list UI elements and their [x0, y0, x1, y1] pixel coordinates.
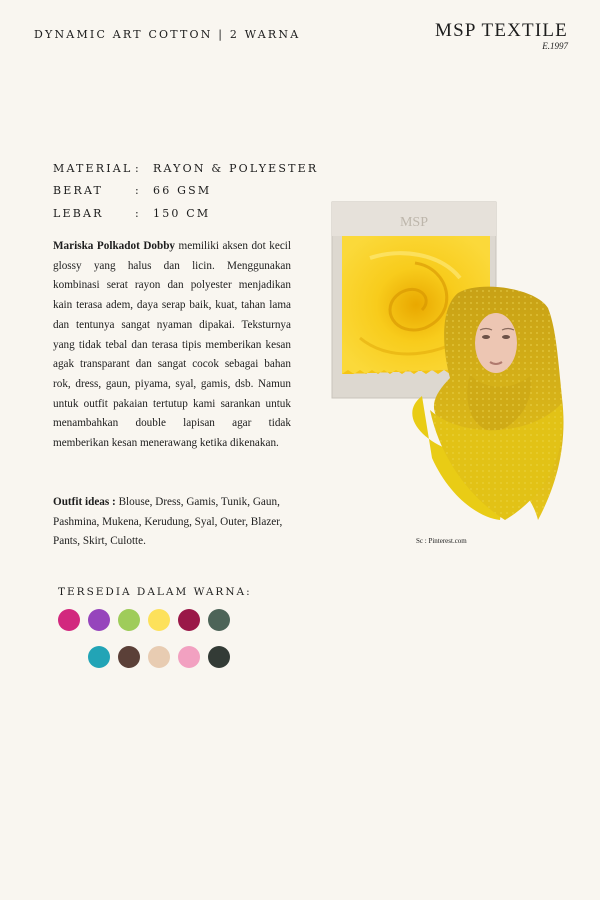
- outfit-ideas-label: Outfit ideas :: [53, 496, 116, 508]
- brand-logo: [435, 20, 568, 51]
- spec-label: BERAT: [53, 184, 104, 198]
- spec-row-material: [53, 157, 318, 180]
- color-swatch[interactable]: [118, 646, 140, 668]
- spec-separator: :: [135, 184, 141, 198]
- available-colors-title: TERSEDIA DALAM WARNA:: [58, 586, 252, 598]
- fabric-product-photo: [330, 198, 564, 528]
- color-swatch[interactable]: [208, 646, 230, 668]
- spec-label: MATERIAL: [53, 161, 133, 175]
- brand-established: E.1997: [542, 41, 568, 51]
- swatch-logo: MSP: [399, 215, 429, 230]
- brand-name: MSP TEXTILE: [434, 20, 568, 41]
- color-swatch[interactable]: [118, 609, 140, 631]
- color-swatch[interactable]: [148, 646, 170, 668]
- color-swatch[interactable]: [88, 609, 110, 631]
- color-swatch[interactable]: [178, 609, 200, 631]
- color-swatch[interactable]: [208, 609, 230, 631]
- spec-value: 150 CM: [153, 206, 211, 220]
- photo-credit: Sc : Pinterest.com: [416, 537, 467, 545]
- spec-row-weight: [53, 180, 318, 203]
- product-description: [53, 237, 291, 454]
- description-text: memiliki aksen dot kecil glossy yang halus dan licin. Menggunakan kombinasi serat rayon dan polyester menjadikan kain terasa adem, daya serap baik, kuat, tahan lama dan tentunya sangat nyaman dipakai. Teksturnya yang tidak tebal dan terasa tipis memberikan kesan agak transparant dan sangat cocok sebagai bahan rok, dress, gaun, piyama, syal, gamis, dsb. Namun untuk outfit pakaian tertutup kami sarankan untuk menambahkan double lapisan agar tidak memberikan kesan menerawang ketika dikenakan.: [53, 240, 291, 450]
- color-swatch[interactable]: [148, 609, 170, 631]
- spec-table: [53, 157, 318, 225]
- outfit-ideas-text: Blouse, Dress, Gamis, Tunik, Gaun, Pashmina, Mukena, Kerudung, Syal, Outer, Blazer, Pants, Skirt, Culotte.: [53, 496, 283, 548]
- color-swatch[interactable]: [178, 646, 200, 668]
- spec-row-width: [53, 202, 318, 225]
- color-swatch[interactable]: [58, 609, 80, 631]
- product-name: Mariska Polkadot Dobby: [53, 240, 176, 252]
- outfit-ideas: [53, 493, 298, 552]
- spec-value: RAYON & POLYESTER: [153, 161, 319, 175]
- spec-label: LEBAR: [53, 206, 104, 220]
- color-swatch[interactable]: [88, 646, 110, 668]
- spec-separator: :: [135, 161, 141, 175]
- collection-title: DYNAMIC ART COTTON | 2 WARNA: [34, 28, 301, 41]
- spec-separator: :: [135, 206, 141, 220]
- spec-value: 66 GSM: [153, 184, 212, 198]
